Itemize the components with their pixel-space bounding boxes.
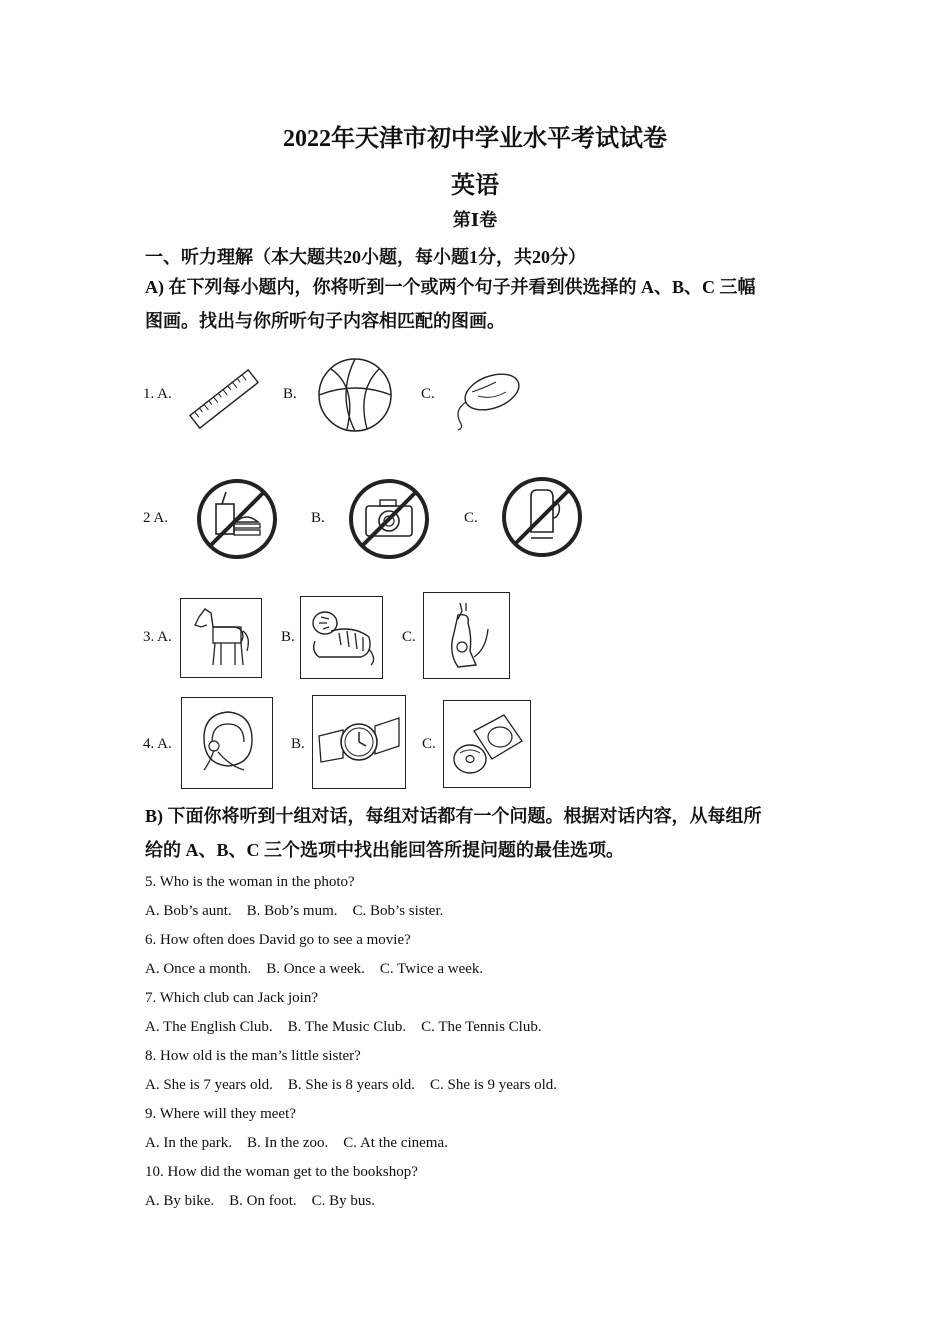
question-9: 9. Where will they meet?: [145, 1106, 296, 1122]
options-8: A. She is 7 years old. B. She is 8 years old. C. She is 9 years old.: [145, 1077, 558, 1093]
q4-label-b: B.: [291, 736, 305, 752]
no-camera-sign-icon: [348, 478, 430, 560]
ruler-icon: [185, 366, 263, 432]
watch-picture-frame: [312, 695, 406, 789]
options-5: A. Bob’s aunt. B. Bob’s mum. C. Bob’s sister.: [145, 903, 444, 919]
q3-label-a: 3. A.: [143, 629, 172, 645]
horse-icon: [181, 599, 261, 677]
computer-mouse-icon: [448, 370, 524, 432]
hat-icon: [182, 698, 272, 788]
part-a-line-2: 图画。找出与你所听句子内容相匹配的图画。: [145, 311, 505, 331]
tiger-icon: [301, 597, 382, 678]
q1-label-c: C.: [421, 386, 435, 402]
question-7: 7. Which club can Jack join?: [145, 990, 318, 1006]
q2-label-c: C.: [464, 510, 478, 526]
q3-label-b: B.: [281, 629, 295, 645]
q4-label-c: C.: [422, 736, 436, 752]
q4-label-a: 4. A.: [143, 736, 172, 752]
volume-title: 第Ⅰ卷: [452, 210, 498, 230]
question-6: 6. How often does David go to see a movie?: [145, 932, 411, 948]
part-b-instructions: [145, 799, 805, 867]
no-food-sign-icon: [196, 478, 278, 560]
section-heading: 一、听力理解（本大题共20小题，每小题1分，共20分）: [145, 247, 586, 267]
options-7: A. The English Club. B. The Music Club. C. The Tennis Club.: [145, 1019, 542, 1035]
question-8: 8. How old is the man’s little sister?: [145, 1048, 361, 1064]
question-10: 10. How did the woman get to the bookshop?: [145, 1164, 418, 1180]
watch-icon: [313, 696, 405, 788]
question-5: 5. Who is the woman in the photo?: [145, 874, 355, 890]
cd-picture-frame: [443, 700, 531, 788]
part-a-instructions: [145, 270, 805, 338]
options-6: A. Once a month. B. Once a week. C. Twice a week.: [145, 961, 484, 977]
no-drinks-sign-icon: [501, 476, 583, 558]
tiger-picture-frame: [300, 596, 383, 679]
part-b-line-1: B) 下面你将听到十组对话，每组对话都有一个问题。根据对话内容，从每组所: [145, 806, 762, 826]
part-a-line-1: A) 在下列每小题内，你将听到一个或两个句子并看到供选择的 A、B、C 三幅: [145, 277, 756, 297]
options-9: A. In the park. B. In the zoo. C. At the cinema.: [145, 1135, 448, 1151]
kangaroo-icon: [424, 593, 509, 678]
hat-picture-frame: [181, 697, 273, 789]
q3-label-c: C.: [402, 629, 416, 645]
options-10: A. By bike. B. On foot. C. By bus.: [145, 1193, 376, 1209]
q2-label-b: B.: [311, 510, 325, 526]
q1-label-b: B.: [283, 386, 297, 402]
cd-icon: [444, 701, 530, 787]
q2-label-a: 2 A.: [143, 510, 169, 526]
subject-title: 英语: [451, 173, 499, 199]
basketball-icon: [317, 357, 393, 433]
part-b-line-2: 给的 A、B、C 三个选项中找出能回答所提问题的最佳选项。: [145, 840, 625, 860]
horse-picture-frame: [180, 598, 262, 678]
kangaroo-picture-frame: [423, 592, 510, 679]
q1-label-a: 1. A.: [143, 386, 172, 402]
exam-title: 2022年天津市初中学业水平考试试卷: [283, 126, 667, 152]
